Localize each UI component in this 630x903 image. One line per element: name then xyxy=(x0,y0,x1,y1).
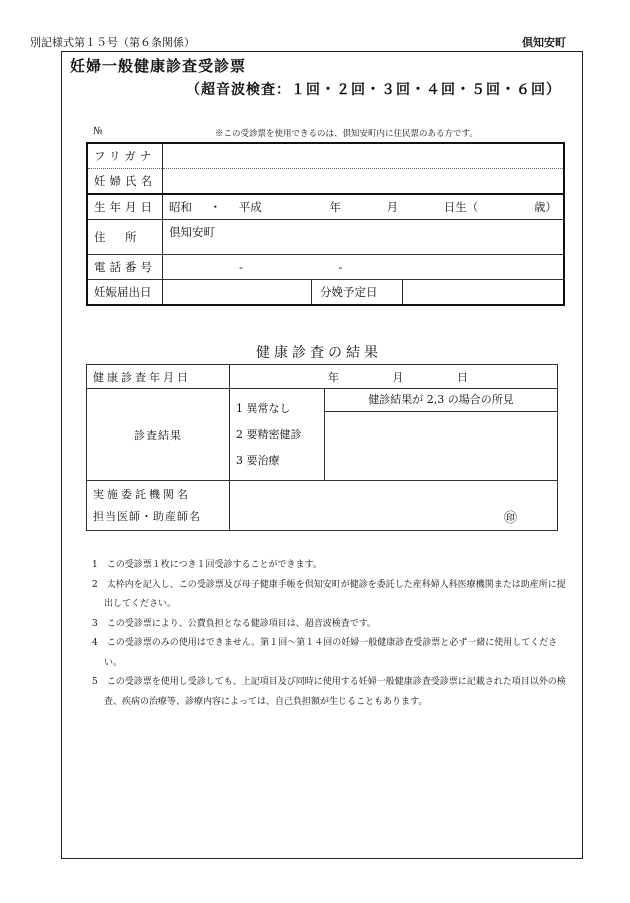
number-label: № xyxy=(93,126,103,137)
exam-date-label: 健康診査年月日 xyxy=(87,365,230,389)
dob-age: 歳） xyxy=(533,200,557,214)
choice-treatment[interactable]: 3 要治療 xyxy=(236,453,280,467)
findings-cell xyxy=(325,389,558,481)
exam-date-field[interactable] xyxy=(230,365,558,389)
seal-mark: ㊞ xyxy=(503,511,517,526)
institution-doctor-label xyxy=(87,481,230,531)
personal-info-table xyxy=(86,142,565,306)
pregnancy-date-label: 妊娠届出日 xyxy=(87,280,163,306)
dob-day: 日生（ xyxy=(443,200,479,214)
note-item: 1 この受診票１枚につき１回受診することができます。 xyxy=(92,560,322,570)
doctor-label: 担当医師・助産師名 xyxy=(93,509,201,523)
page-title: 妊婦一般健康診査受診票 xyxy=(70,57,247,75)
result-label: 診査結果 xyxy=(87,389,230,481)
results-title: 健康診査の結果 xyxy=(256,345,382,361)
institution-doctor-field[interactable] xyxy=(230,481,558,531)
institution-label: 実施委託機関名 xyxy=(93,487,191,501)
era-heisei: 平成 xyxy=(238,200,262,214)
choice-detailed-exam[interactable]: 2 要精密健診 xyxy=(236,427,302,441)
name-label: 妊婦氏名 xyxy=(87,169,163,195)
era-separator: ・ xyxy=(209,200,222,214)
dob-year: 年 xyxy=(329,200,341,214)
dob-month: 月 xyxy=(386,200,399,214)
due-date-label: 分娩予定日 xyxy=(312,280,403,304)
due-date-field[interactable] xyxy=(403,280,563,304)
dob-field[interactable] xyxy=(163,194,564,220)
note-item: 3 この受診票により、公費負担となる健診項目は、超音波検査です。 xyxy=(92,618,377,629)
era-showa: 昭和 xyxy=(169,200,192,214)
address-label: 住 所 xyxy=(87,220,163,255)
pregnancy-date-field[interactable] xyxy=(163,280,312,304)
furigana-field[interactable] xyxy=(163,143,564,169)
results-table xyxy=(86,364,558,531)
name-field[interactable] xyxy=(163,169,564,195)
exam-year: 年 xyxy=(328,370,339,384)
phone-label: 電話番号 xyxy=(87,255,163,280)
note-item: 4 この受診票のみの使用はできません。第１回〜第１４回の妊婦一般健康診査受診票と必ず一緒に使用してください。 xyxy=(92,638,558,668)
phone-field[interactable] xyxy=(163,255,564,280)
choice-normal[interactable]: 1 異常なし xyxy=(236,401,291,415)
furigana-label: フリガナ xyxy=(87,143,163,169)
result-choices[interactable] xyxy=(230,389,325,481)
exam-day: 日 xyxy=(457,370,468,384)
notes-list xyxy=(92,556,570,712)
pregnancy-date-row xyxy=(163,280,564,306)
dob-label: 生年月日 xyxy=(87,194,163,220)
town-name: 倶知安町 xyxy=(522,36,566,49)
exam-month: 月 xyxy=(392,370,404,384)
address-field[interactable]: 倶知安町 xyxy=(163,220,564,255)
note-item: 2 太枠内を記入し、この受診票及び母子健康手帳を倶知安町が健診を委託した産科婦人科医療機関または助産所に提出してください。 xyxy=(92,579,566,609)
page-subtitle: （超音波検査：１回・２回・３回・４回・５回・６回） xyxy=(186,82,561,98)
phone-dash-2: - xyxy=(338,260,343,274)
findings-header: 健診結果が 2,3 の場合の所見 xyxy=(325,389,557,412)
note-item: 5 この受診票を使用し受診しても、上記項目及び同時に使用する妊婦一般健康診査受診票に記載された項目以外の検査、疾病の治療等、診療内容によっては、自己負担額が生じることもあります。 xyxy=(92,677,566,707)
phone-dash-1: - xyxy=(239,260,243,274)
eligibility-notice: ※この受診票を使用できるのは、倶知安町内に住民票のある方です。 xyxy=(215,129,478,139)
findings-field[interactable] xyxy=(325,412,557,480)
form-number: 別記様式第１５号（第６条関係） xyxy=(30,36,195,49)
